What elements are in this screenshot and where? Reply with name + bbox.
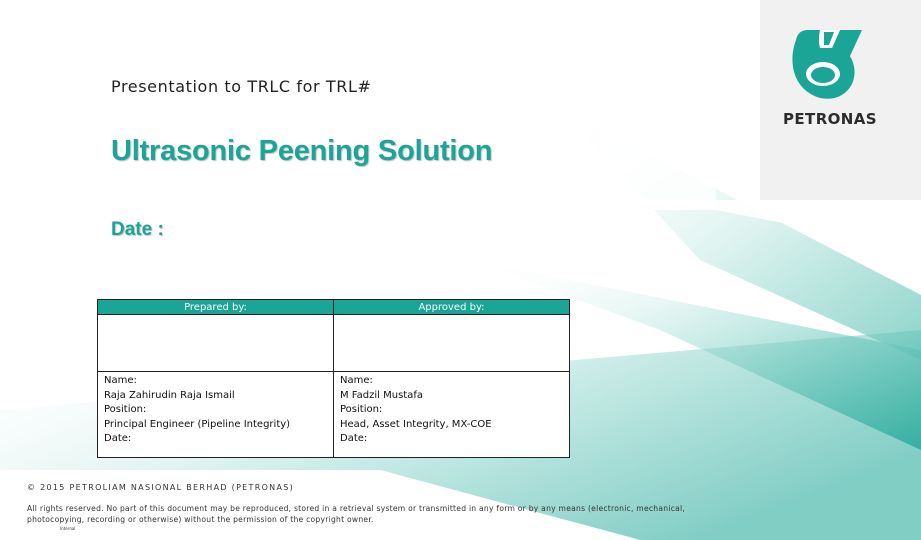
prepared-signature-cell — [98, 315, 334, 372]
approved-name: M Fadzil Mustafa — [340, 389, 423, 401]
approved-position-label: Position: — [340, 404, 383, 415]
presentation-subtitle: Presentation to TRLC for TRL# — [111, 77, 372, 96]
rights-statement: All rights reserved. No part of this document may be reproduced, stored in a retrieval system or transmitted in any form or by any means (electronic, mechanical, photocopying, recording or otherwise) without the permission of the copyright owner. — [27, 504, 686, 524]
petronas-wordmark: PETRONAS — [783, 110, 877, 128]
signoff-table — [97, 299, 570, 458]
copyright-notice: © 2015 PETROLIAM NASIONAL BERHAD (PETRONAS) — [27, 483, 295, 492]
approved-by-header: Approved by: — [334, 300, 570, 315]
approved-position: Head, Asset Integrity, MX-COE — [340, 418, 492, 430]
prepared-position: Principal Engineer (Pipeline Integrity) — [104, 418, 291, 430]
prepared-date-label: Date: — [104, 433, 132, 444]
prepared-name: Raja Zahirudin Raja Ismail — [104, 389, 235, 401]
date-label: Date : — [111, 219, 164, 240]
prepared-info-cell — [98, 372, 334, 458]
approved-name-label: Name: — [340, 375, 373, 386]
prepared-by-header: Prepared by: — [98, 300, 334, 315]
prepared-position-label: Position: — [104, 404, 147, 415]
approved-date-label: Date: — [340, 433, 368, 444]
classification-label: Internal — [60, 526, 76, 531]
prepared-name-label: Name: — [104, 375, 137, 386]
approved-signature-cell — [334, 315, 570, 372]
slide-title: Ultrasonic Peening Solution — [111, 135, 493, 167]
approved-info-cell — [334, 372, 570, 458]
